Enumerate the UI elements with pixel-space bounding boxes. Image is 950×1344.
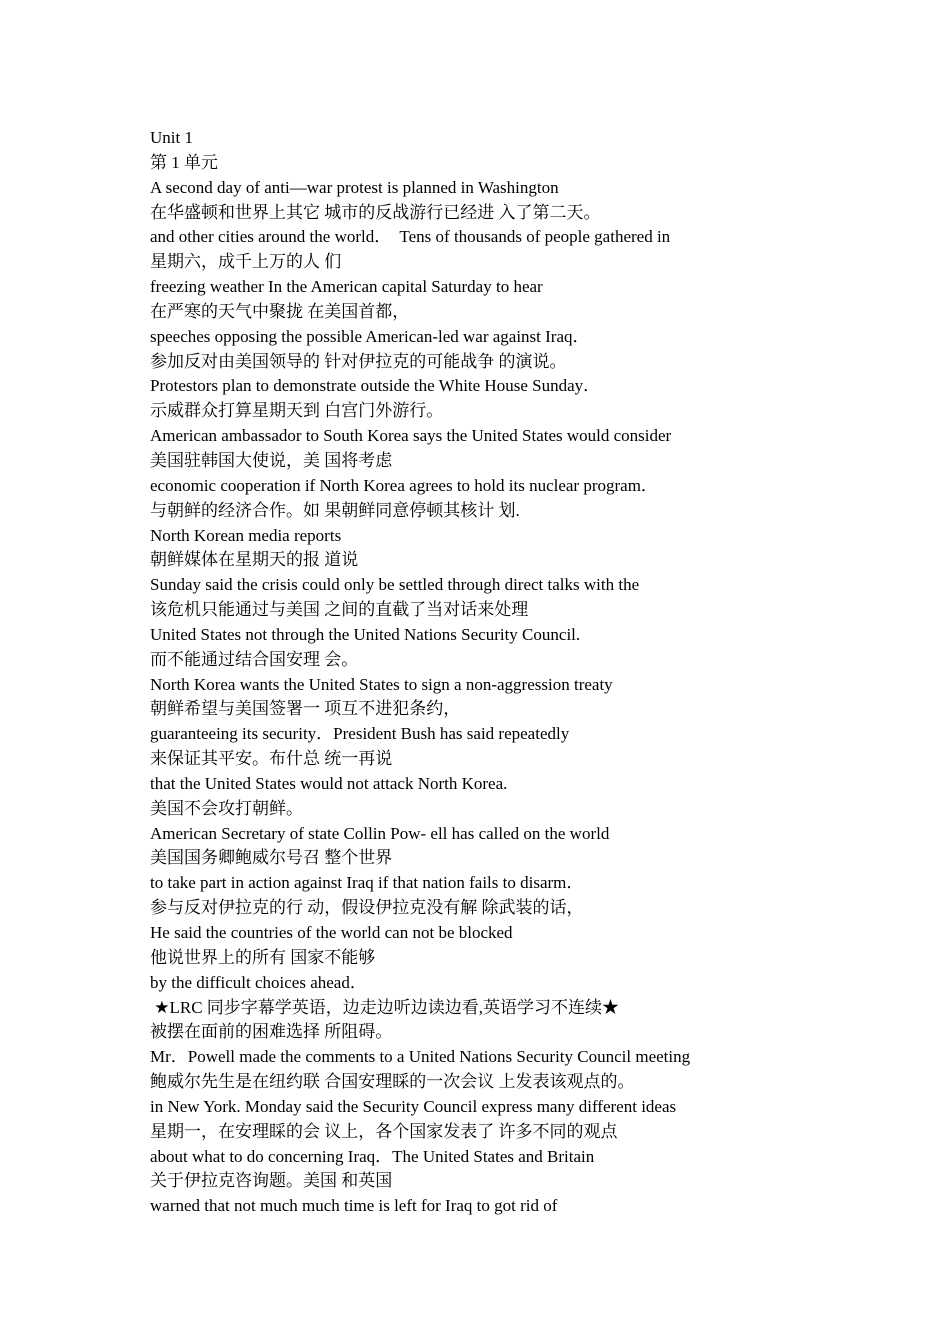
text-line: 被摆在面前的困难选择 所阻碍。 [150, 1022, 393, 1042]
text-line: North Korean media reports [150, 525, 342, 545]
text-line: A second day of anti—war protest is planned in Washington [150, 177, 559, 197]
text-line: 参加反对由美国领导的 针对伊拉克的可能战争 的演说。 [150, 351, 567, 371]
text-line: 美国国务卿鲍威尔号召 整个世界 [150, 848, 393, 868]
text-line: 第 1 单元 [150, 152, 218, 172]
text-line: that the United States would not attack North Korea. [150, 773, 508, 793]
text-line: to take part in action against Iraq if that nation fails to disarm． [150, 873, 584, 893]
text-line: Unit 1 [150, 128, 193, 147]
text-line: 示威群众打算星期天到 白宫门外游行。 [150, 401, 444, 421]
text-line: in New York. Monday said the Security Council express many different ideas [150, 1096, 677, 1116]
text-line: 而不能通过结合国安理 会。 [150, 649, 359, 669]
text-line: 参与反对伊拉克的行 动，假设伊拉克没有解 除武装的话， [150, 898, 584, 918]
text-line: 在华盛顿和世界上其它 城市的反战游行已经进 入了第二天。 [150, 202, 601, 222]
text-line: American ambassador to South Korea says the United States would consider [150, 426, 672, 446]
text-line: 朝鲜媒体在星期天的报 道说 [150, 550, 359, 570]
text-line: American Secretary of state Collin Pow- ell has called on the world [150, 823, 610, 843]
text-line: speeches opposing the possible American-led war against Iraq． [150, 326, 590, 346]
text-line: 与朝鲜的经济合作。如 果朝鲜同意停顿其核计 划. [150, 500, 520, 520]
text-line: He said the countries of the world can not be blocked [150, 923, 513, 942]
text-line: 星期六，成千上万的人 们 [150, 252, 342, 272]
text-line: 他说世界上的所有 国家不能够 [150, 947, 376, 967]
text-line: 来保证其平安。布什总 统一再说 [150, 749, 393, 769]
text-line: 美国驻韩国大使说，美 国将考虑 [150, 450, 393, 470]
text-line: 该危机只能通过与美国 之间的直截了当对话来处理 [150, 600, 529, 620]
text-line: and other cities around the world． Tens of thousands of people gathered in [150, 227, 671, 247]
text-line: North Korea wants the United States to sign a non-aggression treaty [150, 674, 613, 694]
text-line: Sunday said the crisis could only be settled through direct talks with the [150, 575, 640, 595]
text-line: guaranteeing its security．President Bush has said repeatedly [150, 724, 570, 744]
text-line: Mr．Powell made the comments to a United Nations Security Council meeting [150, 1047, 691, 1067]
text-line: United States not through the United Nations Security Council. [150, 624, 581, 644]
text-line: 星期一，在安理睬的会 议上，各个国家发表了 许多不同的观点 [150, 1121, 618, 1141]
text-line: freezing weather In the American capital Saturday to hear [150, 277, 543, 297]
text-line: 在严寒的天气中聚拢 在美国首都， [150, 301, 410, 321]
document-page [150, 126, 910, 1219]
text-line: 朝鲜希望与美国签署一 项互不进犯条约， [150, 699, 461, 719]
text-line: by the difficult choices ahead． [150, 972, 367, 992]
text-line: 鲍威尔先生是在纽约联 合国安理睬的一次会议 上发表该观点的。 [150, 1072, 635, 1092]
text-line: economic cooperation if North Korea agrees to hold its nuclear program． [150, 475, 658, 495]
text-line: ★LRC 同步字幕学英语，边走边听边读边看,英语学习不连续★ [150, 997, 620, 1017]
text-line: 关于伊拉克咨询题。美国 和英国 [150, 1171, 393, 1191]
text-line: about what to do concerning Iraq．The United States and Britain [150, 1146, 595, 1166]
text-line: 美国不会攻打朝鲜。 [150, 798, 303, 818]
text-line: warned that not much much time is left for Iraq to got rid of [150, 1196, 558, 1216]
text-line: Protestors plan to demonstrate outside the White House Sunday． [150, 376, 601, 396]
